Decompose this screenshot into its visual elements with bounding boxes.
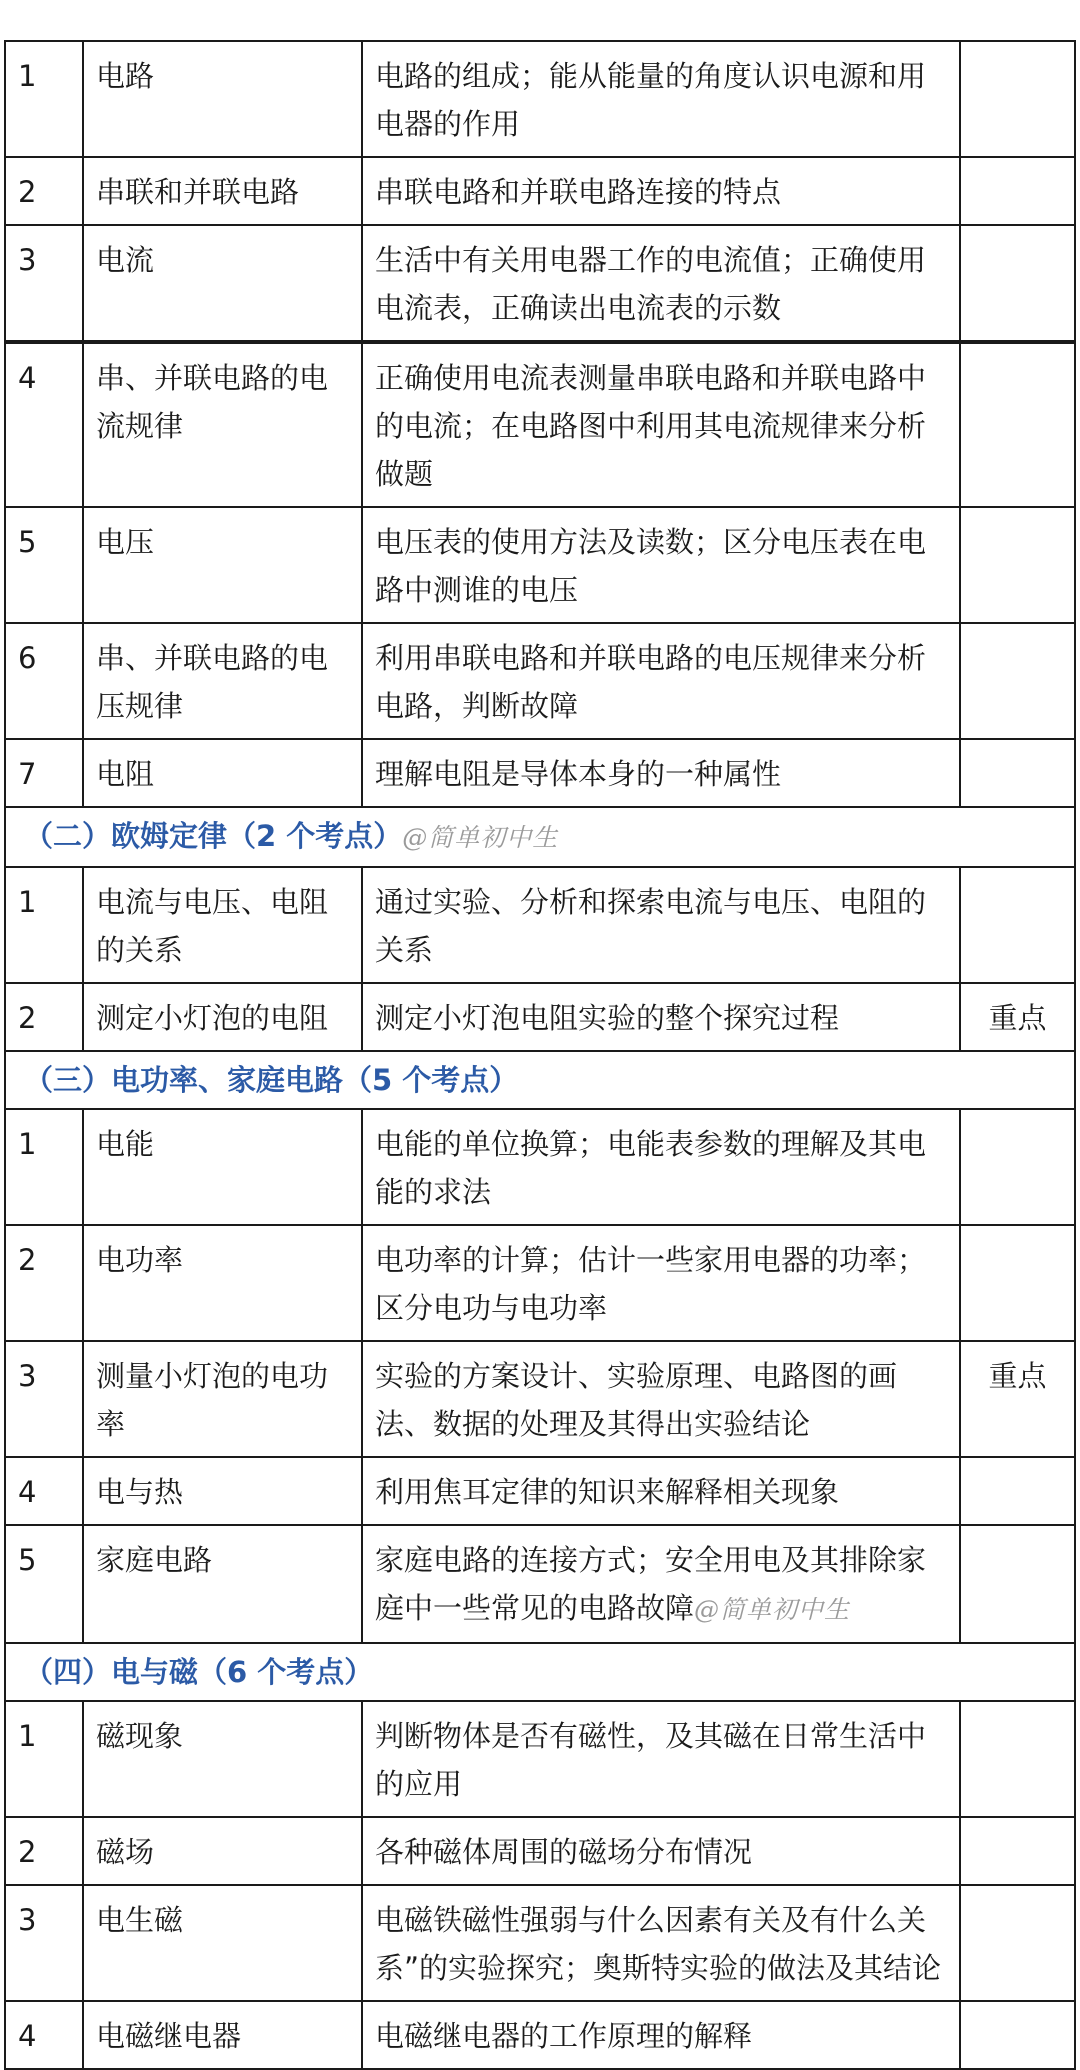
row-number-text: 1: [18, 1719, 37, 1753]
knowledge-point-name: [83, 1341, 362, 1457]
row-number-text: 2: [18, 1835, 37, 1869]
row-number-text: 3: [18, 1359, 37, 1393]
table-row: [5, 157, 1075, 225]
row-number-text: 3: [18, 1903, 37, 1937]
knowledge-point-description: [362, 41, 960, 157]
knowledge-point-name-text: 电流与电压、电阻的关系: [96, 885, 329, 967]
knowledge-point-name: [83, 1225, 362, 1341]
section-heading-row: [5, 1051, 1075, 1109]
knowledge-point-name-text: 串联和并联电路: [96, 175, 300, 209]
watermark: @简单初中生: [402, 823, 559, 852]
importance-mark: [960, 1885, 1075, 2001]
row-number-text: 1: [18, 1127, 37, 1161]
importance-mark: [960, 225, 1075, 342]
knowledge-point-name-text: 电路: [96, 59, 155, 93]
knowledge-point-name-text: 电能: [96, 1127, 155, 1161]
importance-mark: [960, 342, 1075, 507]
table-row: [5, 1225, 1075, 1341]
row-number: [5, 1341, 83, 1457]
section-heading-text: （四）电与磁（6 个考点）: [24, 1655, 374, 1689]
knowledge-point-description: [362, 1701, 960, 1817]
row-number-text: 3: [18, 243, 37, 277]
section-heading-text: （三）电功率、家庭电路（5 个考点）: [24, 1063, 519, 1097]
knowledge-point-description: [362, 983, 960, 1051]
row-number: [5, 2001, 83, 2069]
table-body: [5, 41, 1075, 2069]
row-number-text: 4: [18, 2019, 37, 2053]
row-number: [5, 983, 83, 1051]
knowledge-point-sheet: [4, 40, 1074, 2070]
knowledge-point-description: [362, 1525, 960, 1643]
table-row: [5, 1341, 1075, 1457]
knowledge-point-description-text: 通过实验、分析和探索电流与电压、电阻的关系: [375, 885, 927, 967]
importance-mark: [960, 157, 1075, 225]
knowledge-point-name-text: 串、并联电路的电流规律: [96, 361, 329, 443]
knowledge-point-name-text: 测量小灯泡的电功率: [96, 1359, 329, 1441]
table-row: [5, 1885, 1075, 2001]
row-number-text: 6: [18, 641, 37, 675]
knowledge-point-description-text: 电功率的计算；估计一些家用电器的功率；区分电功与电功率: [375, 1243, 927, 1325]
knowledge-point-description-text: 电路的组成；能从能量的角度认识电源和用电器的作用: [375, 59, 927, 141]
table-row: [5, 739, 1075, 807]
knowledge-point-name: [83, 157, 362, 225]
row-number: [5, 1885, 83, 2001]
table-row: [5, 1457, 1075, 1525]
importance-mark: [960, 2001, 1075, 2069]
watermark: @简单初中生: [694, 1595, 851, 1624]
knowledge-point-name-text: 电阻: [96, 757, 155, 791]
knowledge-point-description: [362, 1457, 960, 1525]
knowledge-point-description: [362, 342, 960, 507]
section-heading: [5, 1051, 1075, 1109]
knowledge-point-name-text: 电流: [96, 243, 155, 277]
knowledge-point-description-text: 电磁继电器的工作原理的解释: [375, 2019, 753, 2053]
row-number: [5, 867, 83, 983]
row-number-text: 1: [18, 59, 37, 93]
knowledge-point-description: [362, 1225, 960, 1341]
knowledge-point-description-text: 判断物体是否有磁性，及其磁在日常生活中的应用: [375, 1719, 927, 1801]
row-number: [5, 739, 83, 807]
knowledge-point-name: [83, 2001, 362, 2069]
row-number: [5, 41, 83, 157]
knowledge-point-description-text: 利用串联电路和并联电路的电压规律来分析电路，判断故障: [375, 641, 927, 723]
row-number-text: 4: [18, 361, 37, 395]
knowledge-point-name-text: 串、并联电路的电压规律: [96, 641, 329, 723]
row-number: [5, 157, 83, 225]
knowledge-point-description-text: 电压表的使用方法及读数；区分电压表在电路中测谁的电压: [375, 525, 927, 607]
table-row: [5, 507, 1075, 623]
table-row: [5, 1701, 1075, 1817]
table-row: [5, 983, 1075, 1051]
knowledge-point-description-text: 串联电路和并联电路连接的特点: [375, 175, 782, 209]
row-number-text: 1: [18, 885, 37, 919]
knowledge-point-name-text: 磁场: [96, 1835, 155, 1869]
knowledge-point-description-text: 正确使用电流表测量串联电路和并联电路中的电流；在电路图中利用其电流规律来分析做题: [375, 361, 927, 491]
knowledge-point-name-text: 磁现象: [96, 1719, 184, 1753]
knowledge-point-description-text: 利用焦耳定律的知识来解释相关现象: [375, 1475, 840, 1509]
knowledge-point-description: [362, 157, 960, 225]
table-row: [5, 867, 1075, 983]
knowledge-point-name: [83, 623, 362, 739]
importance-mark: [960, 867, 1075, 983]
knowledge-point-description: [362, 739, 960, 807]
knowledge-point-name: [83, 342, 362, 507]
table-row: [5, 2001, 1075, 2069]
knowledge-point-name-text: 家庭电路: [96, 1543, 213, 1577]
importance-mark: [960, 507, 1075, 623]
table-row: [5, 41, 1075, 157]
importance-mark: [960, 623, 1075, 739]
knowledge-point-name: [83, 1885, 362, 2001]
row-number-text: 5: [18, 525, 37, 559]
knowledge-point-name: [83, 1701, 362, 1817]
knowledge-point-description: [362, 1817, 960, 1885]
row-number: [5, 507, 83, 623]
knowledge-point-description: [362, 867, 960, 983]
knowledge-point-description-text: 电磁铁磁性强弱与什么因素有关及有什么关系”的实验探究；奥斯特实验的做法及其结论: [375, 1903, 942, 1985]
row-number-text: 4: [18, 1475, 37, 1509]
knowledge-point-name: [83, 507, 362, 623]
knowledge-point-name: [83, 1457, 362, 1525]
knowledge-point-description: [362, 1341, 960, 1457]
knowledge-point-name-text: 电压: [96, 525, 155, 559]
knowledge-point-name: [83, 1525, 362, 1643]
knowledge-point-name: [83, 225, 362, 342]
knowledge-point-description-text: 理解电阻是导体本身的一种属性: [375, 757, 782, 791]
knowledge-point-description: [362, 1109, 960, 1225]
importance-mark: [960, 41, 1075, 157]
importance-mark: [960, 1457, 1075, 1525]
knowledge-point-description-text: 测定小灯泡电阻实验的整个探究过程: [375, 1001, 840, 1035]
importance-mark: [960, 1525, 1075, 1643]
knowledge-point-description-text: 电能的单位换算；电能表参数的理解及其电能的求法: [375, 1127, 927, 1209]
row-number: [5, 1525, 83, 1643]
importance-mark: [960, 1341, 1075, 1457]
knowledge-point-name: [83, 867, 362, 983]
knowledge-point-name: [83, 983, 362, 1051]
knowledge-point-description: [362, 225, 960, 342]
knowledge-point-table: [4, 40, 1076, 2070]
row-number-text: 2: [18, 1001, 37, 1035]
section-heading-row: [5, 1643, 1075, 1701]
knowledge-point-name-text: 电磁继电器: [96, 2019, 242, 2053]
row-number: [5, 1457, 83, 1525]
table-row: [5, 1817, 1075, 1885]
row-number: [5, 1701, 83, 1817]
importance-mark: [960, 739, 1075, 807]
importance-mark: [960, 1817, 1075, 1885]
row-number: [5, 1225, 83, 1341]
knowledge-point-description: [362, 2001, 960, 2069]
importance-mark: [960, 1109, 1075, 1225]
row-number-text: 7: [18, 757, 37, 791]
knowledge-point-description-text: 家庭电路的连接方式；安全用电及其排除家庭中一些常见的电路故障: [375, 1543, 927, 1625]
knowledge-point-description-text: 实验的方案设计、实验原理、电路图的画法、数据的处理及其得出实验结论: [375, 1359, 898, 1441]
row-number: [5, 342, 83, 507]
row-number-text: 2: [18, 1243, 37, 1277]
row-number: [5, 623, 83, 739]
knowledge-point-description-text: 各种磁体周围的磁场分布情况: [375, 1835, 753, 1869]
row-number: [5, 225, 83, 342]
table-row: [5, 1525, 1075, 1643]
row-number-text: 5: [18, 1543, 37, 1577]
knowledge-point-name-text: 测定小灯泡的电阻: [96, 1001, 329, 1035]
knowledge-point-description: [362, 623, 960, 739]
row-number: [5, 1817, 83, 1885]
importance-mark-text: 重点: [988, 1001, 1047, 1035]
knowledge-point-name: [83, 739, 362, 807]
row-number-text: 2: [18, 175, 37, 209]
table-row: [5, 342, 1075, 507]
section-heading: [5, 807, 1075, 867]
importance-mark: [960, 1701, 1075, 1817]
knowledge-point-name-text: 电与热: [96, 1475, 184, 1509]
knowledge-point-name: [83, 1817, 362, 1885]
knowledge-point-description: [362, 1885, 960, 2001]
knowledge-point-name-text: 电功率: [96, 1243, 184, 1277]
importance-mark: [960, 983, 1075, 1051]
knowledge-point-name-text: 电生磁: [96, 1903, 184, 1937]
section-heading: [5, 1643, 1075, 1701]
importance-mark-text: 重点: [988, 1359, 1047, 1393]
knowledge-point-name: [83, 41, 362, 157]
section-heading-text: （二）欧姆定律（2 个考点）: [24, 819, 403, 853]
table-row: [5, 1109, 1075, 1225]
importance-mark: [960, 1225, 1075, 1341]
knowledge-point-name: [83, 1109, 362, 1225]
row-number: [5, 1109, 83, 1225]
knowledge-point-description: [362, 507, 960, 623]
section-heading-row: [5, 807, 1075, 867]
table-row: [5, 623, 1075, 739]
knowledge-point-description-text: 生活中有关用电器工作的电流值；正确使用电流表，正确读出电流表的示数: [375, 243, 927, 325]
table-row: [5, 225, 1075, 342]
